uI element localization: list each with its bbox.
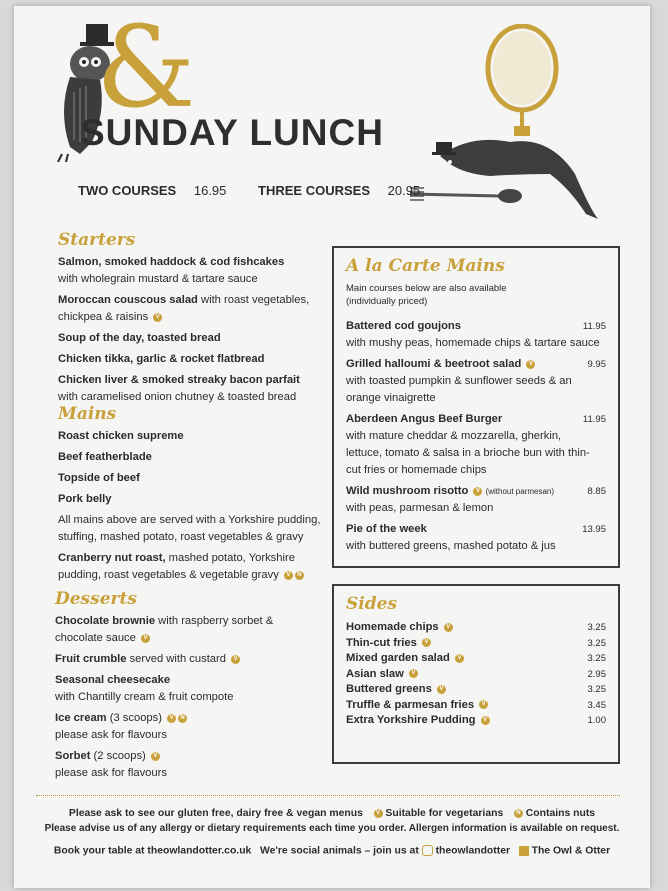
veg-icon: V bbox=[481, 716, 490, 725]
three-courses-label: THREE COURSES bbox=[258, 183, 370, 198]
course-prices bbox=[78, 183, 448, 198]
instagram-icon bbox=[422, 845, 433, 856]
nuts-icon: N bbox=[178, 714, 187, 723]
veg-icon: V bbox=[374, 809, 383, 818]
veg-icon: V bbox=[167, 714, 176, 723]
footer-divider bbox=[36, 795, 620, 796]
starter-item: Chicken liver & smoked streaky bacon parfait with caramelised onion chutney & toasted bread bbox=[58, 374, 300, 403]
veg-icon: V bbox=[141, 634, 150, 643]
alacarte-item: Grilled halloumi & beetroot salad V 9.95 with toasted pumpkin & sunflower seeds & an orange vinaigrette bbox=[346, 358, 606, 404]
starters-heading: Starters bbox=[58, 230, 136, 250]
starter-item: Salmon, smoked haddock & cod fishcakes with wholegrain mustard & tartare sauce bbox=[58, 256, 285, 285]
veg-icon: V bbox=[444, 623, 453, 632]
veg-icon: V bbox=[479, 700, 488, 709]
veg-icon: V bbox=[437, 685, 446, 694]
veg-icon: V bbox=[231, 655, 240, 664]
booking-link[interactable]: Book your table at theowlandotter.co.uk bbox=[53, 845, 252, 857]
side-item: Truffle & parmesan fries V 3.45 bbox=[346, 698, 606, 711]
alacarte-item: Battered cod goujons 11.95 with mushy peas, homemade chips & tartare sauce bbox=[346, 320, 606, 349]
instagram-handle[interactable]: theowlandotter bbox=[435, 845, 511, 857]
two-courses-label: TWO COURSES bbox=[78, 183, 177, 198]
three-courses-price: 20.95 bbox=[387, 183, 421, 198]
sides-heading: Sides bbox=[346, 594, 398, 614]
side-item: Asian slaw V 2.95 bbox=[346, 667, 606, 680]
dessert-item: Fruit crumble served with custard V bbox=[55, 651, 335, 668]
veg-icon: V bbox=[455, 654, 464, 663]
dessert-item: Chocolate brownie with raspberry sorbet & chocolate sauce V bbox=[55, 615, 274, 644]
starters-section bbox=[58, 230, 330, 406]
starter-item: Soup of the day, toasted bread bbox=[58, 332, 221, 344]
veg-icon: V bbox=[473, 487, 482, 496]
menu-title: SUNDAY LUNCH bbox=[80, 112, 384, 153]
alacarte-item: Wild mushroom risotto V (without parmesan) 8.85 with peas, parmesan & lemon bbox=[346, 485, 606, 514]
starter-item: Chicken tikka, garlic & rocket flatbread bbox=[58, 353, 265, 365]
alacarte-box bbox=[332, 246, 620, 568]
dessert-item: Ice cream (3 scoops) V N please ask for flavours bbox=[55, 710, 335, 744]
side-item: Homemade chips V 3.25 bbox=[346, 621, 606, 633]
side-item: Extra Yorkshire Pudding V 1.00 bbox=[346, 714, 606, 726]
desserts-section bbox=[55, 589, 335, 782]
main-item: Beef featherblade bbox=[58, 451, 152, 463]
nuts-icon: N bbox=[514, 809, 523, 818]
veg-icon: V bbox=[153, 313, 162, 322]
main-item: Topside of beef bbox=[58, 472, 140, 484]
side-item: Buttered greens V 3.25 bbox=[346, 683, 606, 695]
starter-item: Moroccan couscous salad with roast vegetables, chickpea & raisins V bbox=[58, 294, 310, 323]
main-item: Roast chicken supreme bbox=[58, 430, 184, 442]
side-item: Thin-cut fries V 3.25 bbox=[346, 636, 606, 649]
veg-icon: V bbox=[284, 571, 293, 580]
veg-icon: V bbox=[422, 638, 431, 647]
facebook-page[interactable]: The Owl & Otter bbox=[531, 845, 611, 857]
footer-line-1: Please ask to see our gluten free, dairy free & vegan menus V Suitable for vegetarians N Contains nuts bbox=[68, 808, 596, 819]
main-item: Pork belly bbox=[58, 493, 112, 505]
main-item: Cranberry nut roast, mashed potato, Yorkshire pudding, roast vegetables & vegetable gravy V N bbox=[58, 550, 338, 584]
alacarte-intro: Main courses below are also available (individually priced) bbox=[346, 283, 507, 307]
dessert-item: Sorbet (2 scoops) V please ask for flavours bbox=[55, 750, 167, 779]
mains-note: All mains above are served with a Yorkshire pudding, stuffing, mashed potato, roast vegetables & gravy bbox=[58, 514, 321, 543]
veg-icon: V bbox=[409, 669, 418, 678]
facebook-icon bbox=[519, 846, 529, 856]
sides-box bbox=[332, 584, 620, 764]
alacarte-item: Pie of the week 13.95 with buttered greens, mashed potato & jus bbox=[346, 523, 606, 552]
dessert-item: Seasonal cheesecake with Chantilly cream & fruit compote bbox=[55, 674, 234, 703]
two-courses-price: 16.95 bbox=[193, 183, 227, 198]
desserts-heading: Desserts bbox=[55, 589, 137, 609]
footer-line-2: Please advise us of any allergy or dietary requirements each time you order. Allergen information is available on request. bbox=[44, 823, 620, 834]
footer-line-3: Book your table at theowlandotter.co.uk We're social animals – join us at theowlandotter The Owl & Otter bbox=[53, 845, 611, 857]
veg-icon: V bbox=[526, 360, 535, 369]
ampersand-logo: & bbox=[96, 3, 196, 133]
side-item: Mixed garden salad V 3.25 bbox=[346, 652, 606, 664]
nuts-icon: N bbox=[295, 571, 304, 580]
mains-section bbox=[58, 404, 338, 584]
alacarte-item: Aberdeen Angus Beef Burger 11.95 with mature cheddar & mozzarella, gherkin, lettuce, tomato & salsa in a brioche bun with thin- cut fries or homemade chips bbox=[346, 413, 606, 476]
alacarte-heading: A la Carte Mains bbox=[346, 256, 505, 276]
veg-icon: V bbox=[151, 752, 160, 761]
mains-heading: Mains bbox=[58, 404, 117, 424]
